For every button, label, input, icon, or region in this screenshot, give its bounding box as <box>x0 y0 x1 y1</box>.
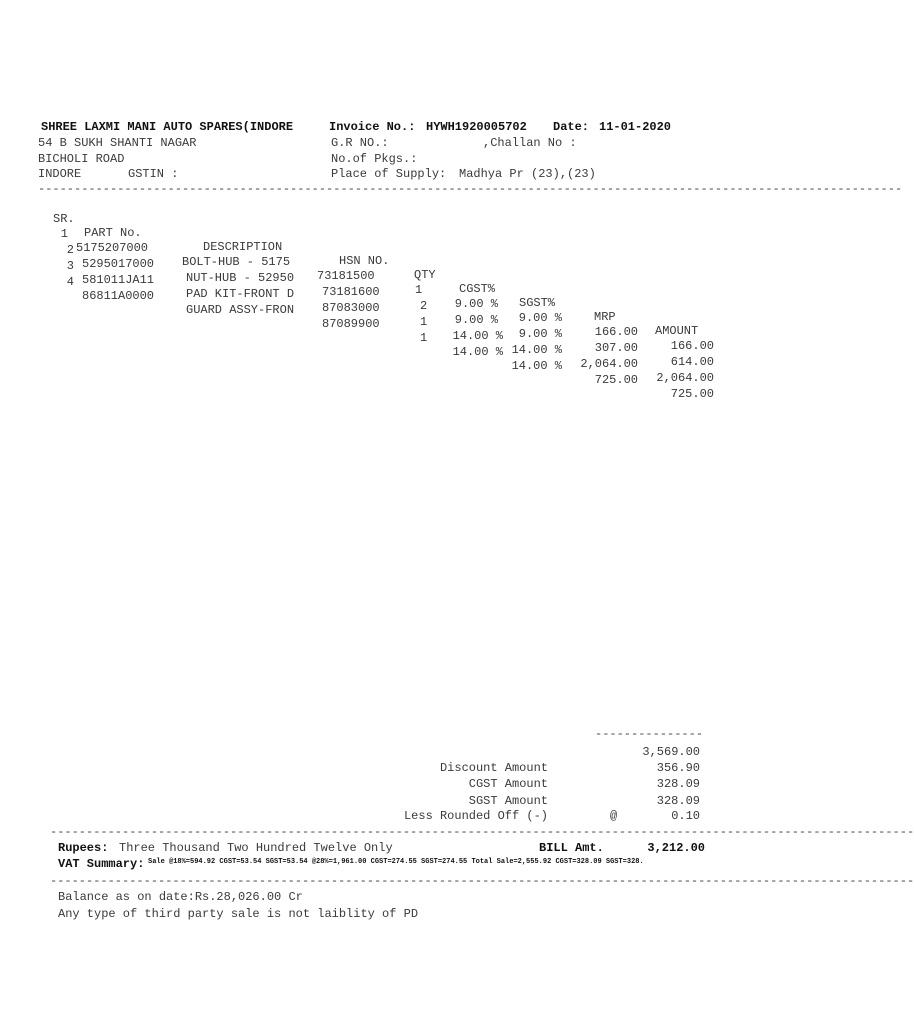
row-hsn: 73181600 <box>322 285 380 299</box>
row-amount: 2,064.00 <box>656 371 714 385</box>
row-part-no: 5175207000 <box>76 241 149 255</box>
invoice-date-label: Date: <box>553 120 590 134</box>
row-sr: 4 <box>66 275 74 289</box>
row-hsn: 87089900 <box>322 317 380 331</box>
gr-no-label: G.R NO.: <box>331 136 389 150</box>
row-description: PAD KIT-FRONT D <box>186 287 295 301</box>
row-cgst: 9.00 % <box>454 313 498 327</box>
totals-divider: ------------------------------------------------------------------------------------------------------------------------ <box>50 825 914 839</box>
col-cgst: CGST% <box>459 282 496 296</box>
bill-amount-label: BILL Amt. <box>539 841 604 855</box>
seller-city: INDORE <box>38 167 82 181</box>
row-cgst: 14.00 % <box>452 345 503 359</box>
seller-address-line1: 54 B SUKH SHANTI NAGAR <box>38 136 197 150</box>
place-of-supply: Madhya Pr (23),(23) <box>459 167 596 181</box>
col-hsn: HSN NO. <box>339 254 390 268</box>
row-part-no: 581011JA11 <box>82 273 155 287</box>
row-part-no: 5295017000 <box>82 257 155 271</box>
row-qty: 1 <box>415 283 423 297</box>
vat-summary-text: Sale @18%=594.92 CGST=53.54 SGST=53.54 @28%=1,961.00 CGST=274.55 SGST=274.55 Total Sale=2,555.92 CGST=328.09 SGST=328. <box>148 858 644 866</box>
row-mrp: 725.00 <box>594 373 638 387</box>
row-amount: 166.00 <box>670 339 714 353</box>
col-part-no: PART No. <box>84 226 142 240</box>
row-cgst: 9.00 % <box>454 297 498 311</box>
col-amount: AMOUNT <box>655 324 699 338</box>
row-mrp: 2,064.00 <box>580 357 638 371</box>
disclaimer-line: Any type of third party sale is not laiblity of PD <box>58 907 419 921</box>
sgst-label: SGST Amount <box>468 794 548 808</box>
cgst-amount: 328.09 <box>656 777 700 791</box>
col-sgst: SGST% <box>519 296 556 310</box>
rounded-off-label: Less Rounded Off (-) <box>403 809 548 823</box>
bill-amount: 3,212.00 <box>647 841 705 855</box>
row-description: NUT-HUB - 52950 <box>186 271 295 285</box>
footer-divider: ------------------------------------------------------------------------------------------------------------------------ <box>50 874 914 888</box>
seller-name: SHREE LAXMI MANI AUTO SPARES(INDORE <box>41 120 294 134</box>
row-hsn: 73181500 <box>317 269 375 283</box>
row-mrp: 166.00 <box>594 325 638 339</box>
row-description: BOLT-HUB - 5175 <box>182 255 291 269</box>
cgst-label: CGST Amount <box>468 777 548 791</box>
col-sr: SR. <box>53 212 75 226</box>
row-qty: 2 <box>420 299 428 313</box>
row-amount: 614.00 <box>670 355 714 369</box>
row-part-no: 86811A0000 <box>82 289 155 303</box>
subtotal-amount: 3,569.00 <box>642 745 700 759</box>
row-mrp: 307.00 <box>594 341 638 355</box>
invoice-no-label: Invoice No.: <box>329 120 416 134</box>
row-hsn: 87083000 <box>322 301 380 315</box>
seller-address-line2: BICHOLI ROAD <box>38 152 125 166</box>
col-description: DESCRIPTION <box>203 240 283 254</box>
discount-amount: 356.90 <box>656 761 700 775</box>
sgst-amount: 328.09 <box>656 794 700 808</box>
gstin-label: GSTIN : <box>128 167 179 181</box>
rupees-in-words: Three Thousand Two Hundred Twelve Only <box>119 841 393 855</box>
row-amount: 725.00 <box>670 387 714 401</box>
row-sr: 2 <box>66 243 74 257</box>
row-sgst: 9.00 % <box>518 327 562 341</box>
row-sgst: 9.00 % <box>518 311 562 325</box>
row-sr: 1 <box>60 227 68 241</box>
row-sgst: 14.00 % <box>511 359 562 373</box>
subtotal-divider: --------------- <box>595 727 704 741</box>
header-divider: ------------------------------------------------------------------------------------------------------------------------ <box>38 182 903 196</box>
col-qty: QTY <box>414 268 436 282</box>
row-sr: 3 <box>66 259 74 273</box>
vat-summary-label: VAT Summary: <box>58 857 145 871</box>
col-mrp: MRP <box>594 310 616 324</box>
rounded-off-amount: 0.10 <box>671 809 700 823</box>
row-description: GUARD ASSY-FRON <box>186 303 295 317</box>
row-qty: 1 <box>420 315 428 329</box>
balance-line: Balance as on date:Rs.28,026.00 Cr <box>58 890 303 904</box>
discount-label: Discount Amount <box>439 761 548 775</box>
row-qty: 1 <box>420 331 428 345</box>
rounded-off-at: @ <box>610 809 618 823</box>
invoice-no: HYWH1920005702 <box>426 120 527 134</box>
no-of-pkgs-label: No.of Pkgs.: <box>331 152 418 166</box>
row-sgst: 14.00 % <box>511 343 562 357</box>
rupees-label: Rupees: <box>58 841 109 855</box>
invoice-date: 11-01-2020 <box>599 120 672 134</box>
challan-no-label: ,Challan No : <box>483 136 577 150</box>
row-cgst: 14.00 % <box>452 329 503 343</box>
place-of-supply-label: Place of Supply: <box>331 167 447 181</box>
